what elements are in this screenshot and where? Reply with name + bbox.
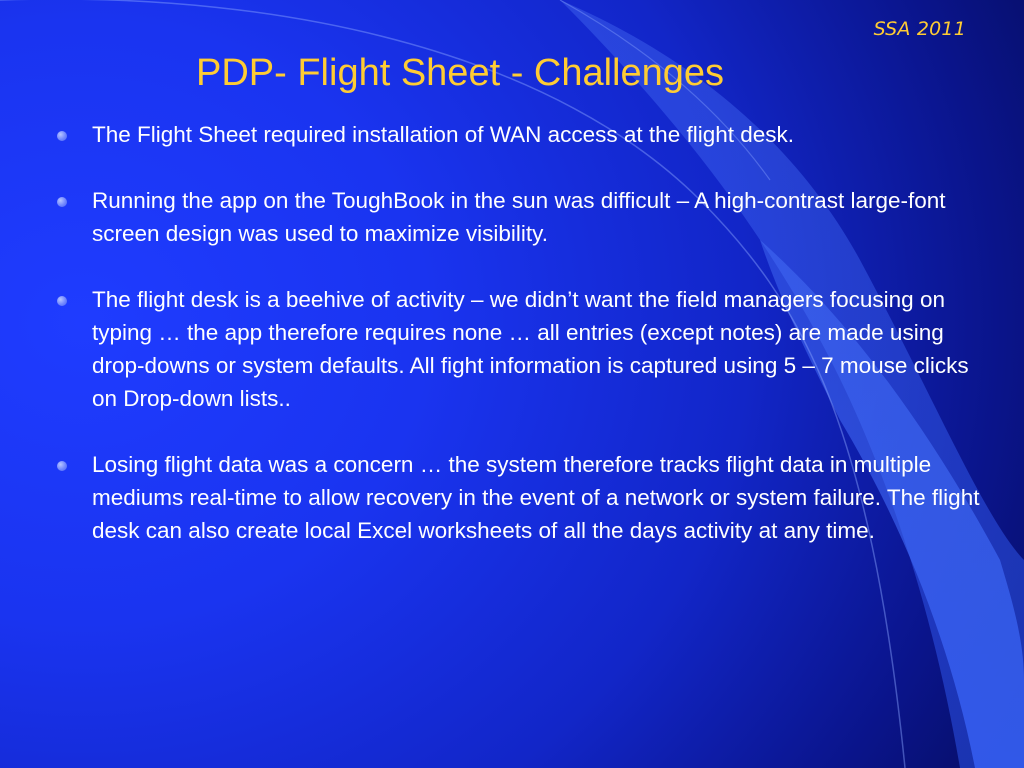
- bullet-list: [55, 118, 985, 580]
- bullet-item: [55, 118, 985, 151]
- corner-label: SSA 2011: [873, 18, 966, 40]
- bullet-text: Losing flight data was a concern … the system therefore tracks flight data in multiple mediums real-time to allow recovery in the event of a network or system failure. The flight desk can also create local Excel worksheets of all the days activity at any time.: [92, 452, 980, 543]
- bullet-item: [55, 283, 985, 415]
- bullet-item: [55, 448, 985, 547]
- bullet-item: [55, 184, 985, 250]
- bullet-dot-icon: [57, 461, 67, 471]
- bullet-dot-icon: [57, 131, 67, 141]
- slide-title: PDP- Flight Sheet - Challenges: [196, 52, 725, 94]
- bullet-dot-icon: [57, 197, 67, 207]
- bullet-dot-icon: [57, 296, 67, 306]
- bullet-text: The Flight Sheet required installation of WAN access at the flight desk.: [92, 122, 795, 147]
- bullet-text: Running the app on the ToughBook in the sun was difficult – A high-contrast large-font screen design was used to maximize visibility.: [92, 188, 946, 246]
- bullet-text: The flight desk is a beehive of activity – we didn’t want the field managers focusing on typing … the app therefore requires none … all entries (except notes) are made using drop-downs or system defaults. All fight information is captured using 5 – 7 mouse clicks on Drop-down lists..: [92, 287, 969, 411]
